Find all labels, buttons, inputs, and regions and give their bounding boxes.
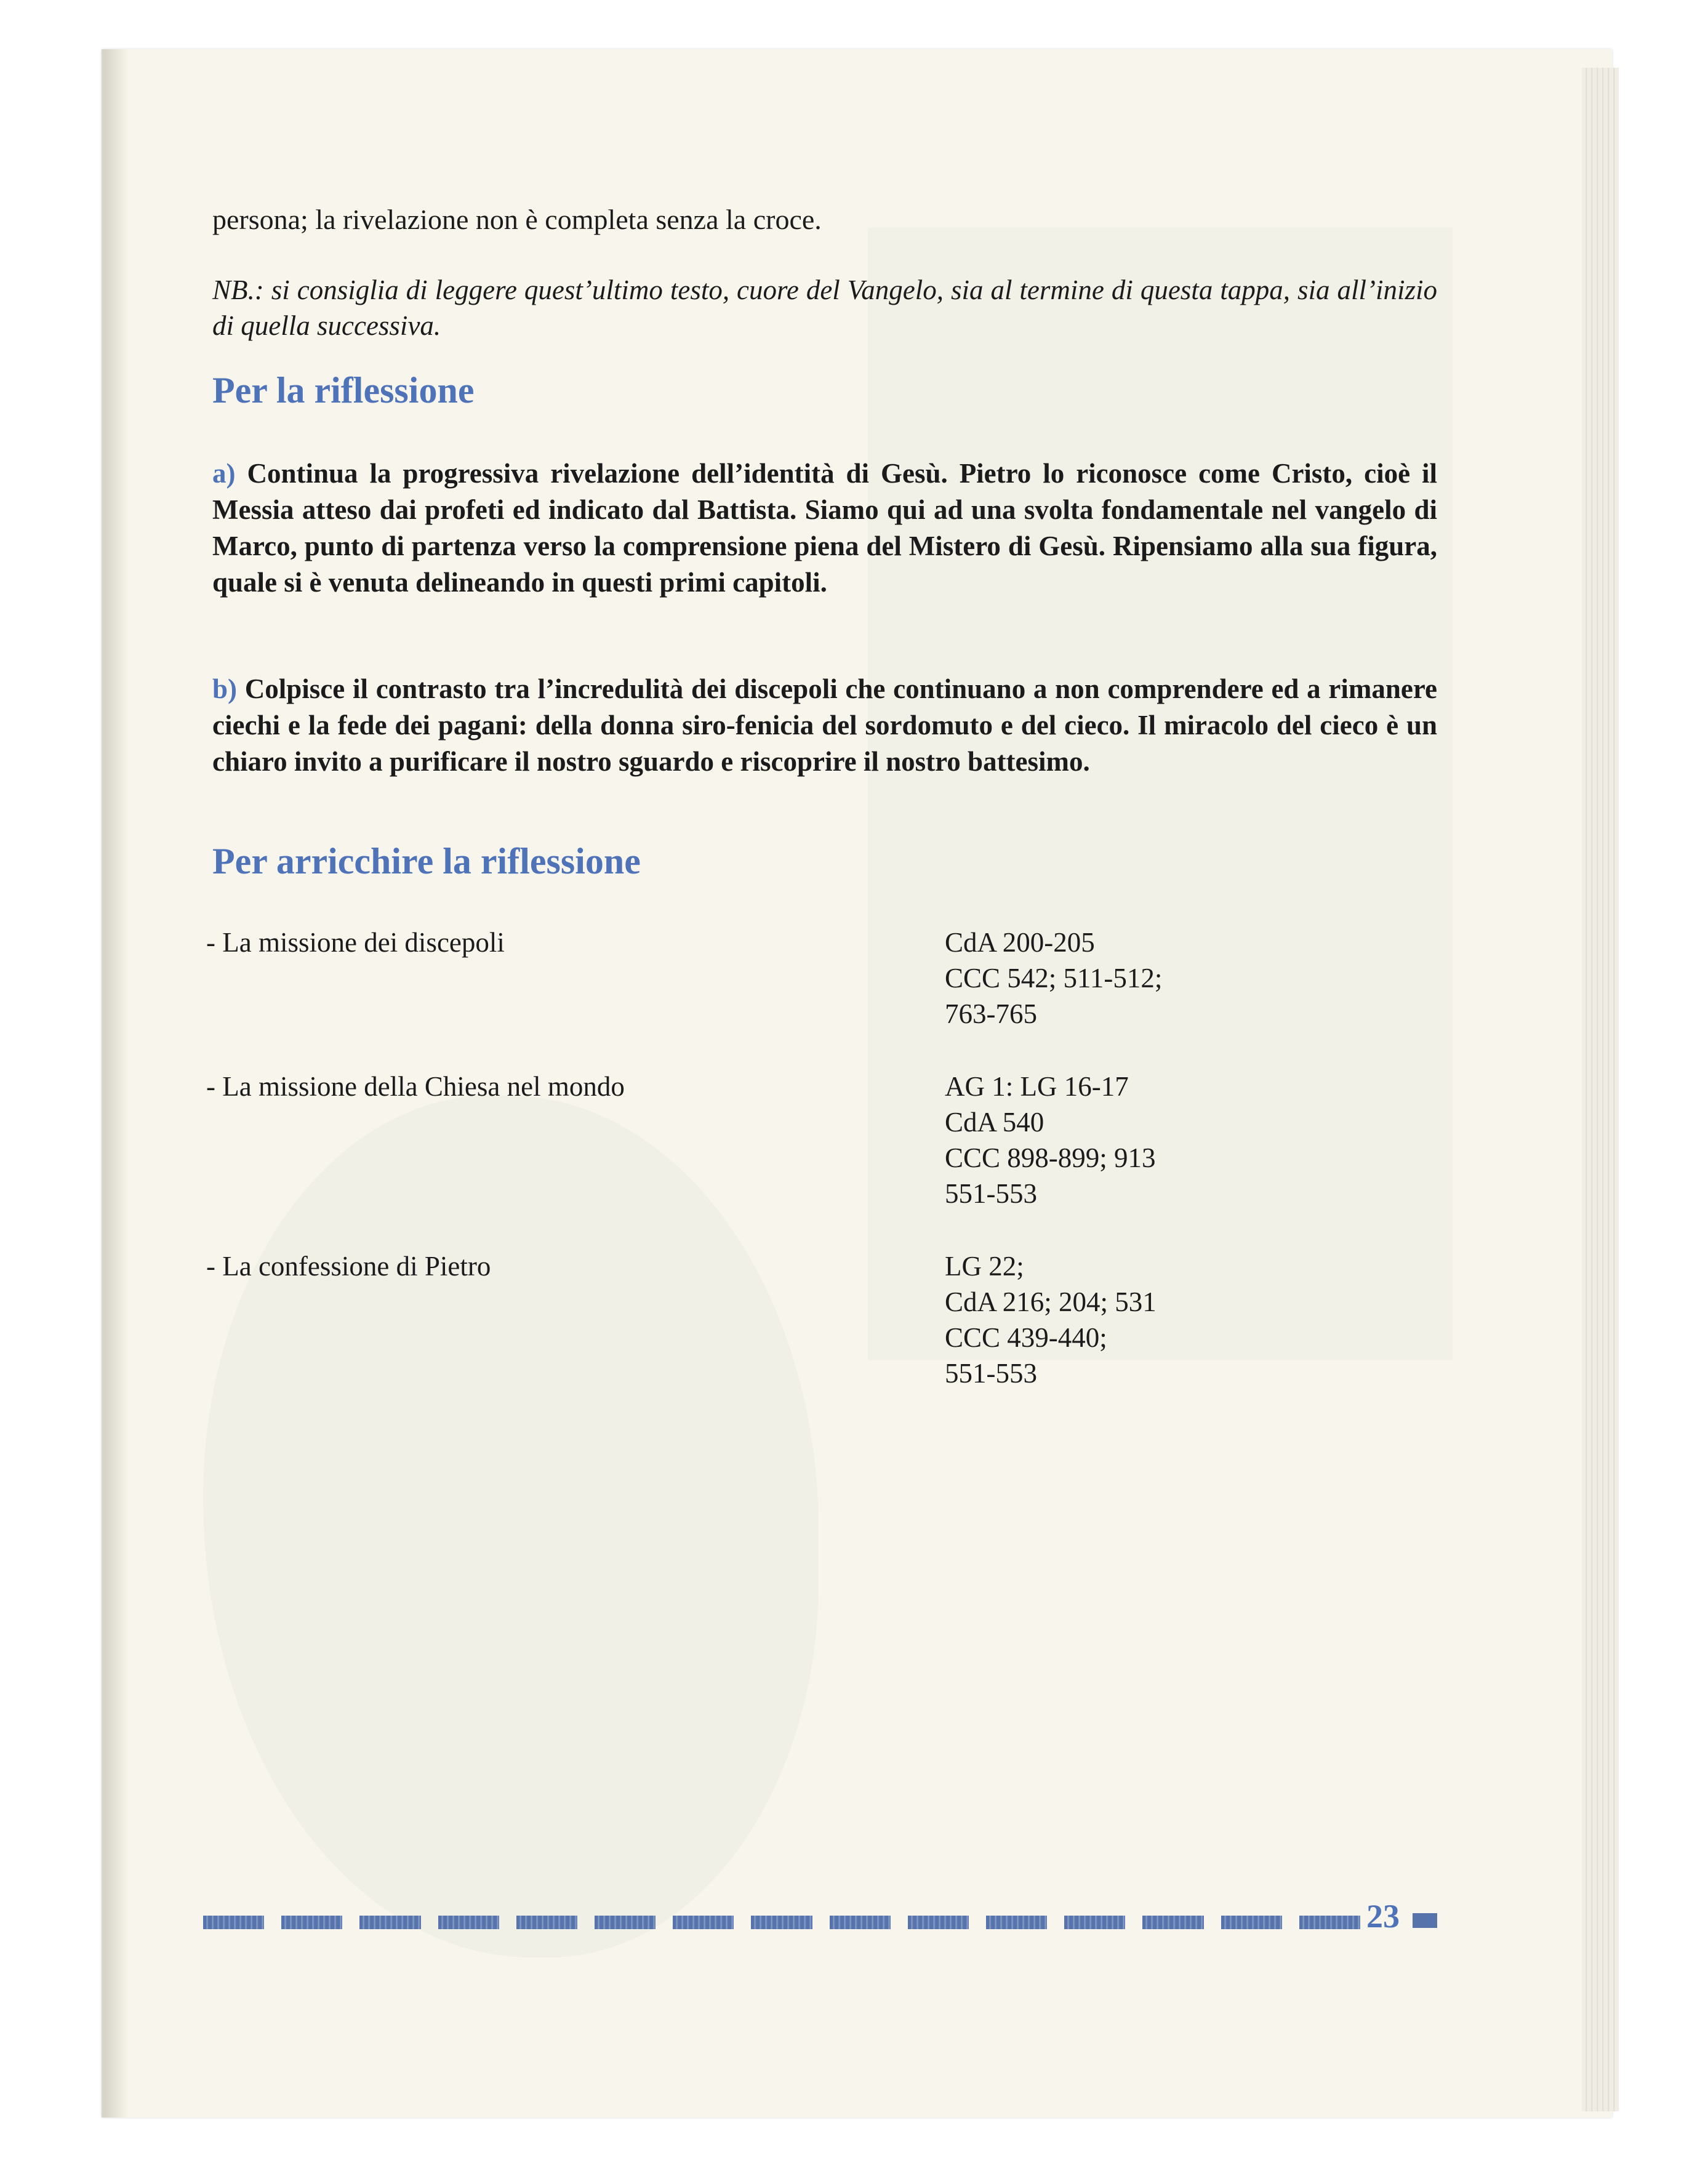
citation: CdA 216; 204; 531: [945, 1287, 1157, 1317]
citation: 551-553: [945, 1178, 1037, 1209]
page-stack-edge: [1582, 68, 1619, 2111]
reference-topic: - La missione dei discepoli: [206, 927, 505, 958]
strip-segment: [1142, 1916, 1203, 1929]
point-letter: a): [212, 458, 236, 489]
citation: CdA 540: [945, 1107, 1044, 1138]
strip-segment: [986, 1916, 1047, 1929]
decorative-footer-strip: [203, 1914, 1360, 1930]
point-text: Continua la progressiva rivelazione dell’identità di Gesù. Pietro lo riconosce come Cristo, cioè il Messia atteso dai profeti ed indicato dal Battista. Siamo qui ad una svolta fondamentale nel vangelo di Marco, punto di partenza verso la comprensione piena del Mistero di Gesù. Ripensiamo alla sua figura, quale si è venuta delineando in questi primi capitoli.: [212, 458, 1438, 598]
citation: CCC 898-899; 913: [945, 1142, 1156, 1173]
heading-per-arricchire: Per arricchire la riflessione: [212, 841, 641, 881]
strip-segment: [359, 1916, 420, 1929]
strip-segment: [203, 1916, 264, 1929]
page-number: 23: [1366, 1898, 1400, 1935]
heading-per-la-riflessione: Per la riflessione: [212, 370, 475, 411]
nota-bene-text: si consiglia di leggere quest’ultimo testo, cuore del Vangelo, sia al termine di questa tappa, sia all’inizio di quella successiva.: [212, 275, 1438, 341]
nota-bene: [212, 272, 1437, 343]
intro-line: persona; la rivelazione non è completa senza la croce.: [212, 204, 822, 235]
citation: CCC 439-440;: [945, 1322, 1107, 1353]
citation: CCC 542; 511-512;: [945, 963, 1163, 994]
strip-segment: [1299, 1916, 1360, 1929]
strip-segment: [1221, 1916, 1282, 1929]
point-text: Colpisce il contrasto tra l’incredulità dei discepoli che continuano a non comprendere ed a rimanere ciechi e la fede dei pagani: della donna siro-fenicia del sordomuto e del cieco. Il miracolo del cieco è un chiaro invito a purificare il nostro sguardo e riscoprire il nostro battesimo.: [212, 673, 1437, 777]
riflessione-point-a: [212, 456, 1437, 601]
strip-segment: [438, 1916, 499, 1929]
reference-citations: [945, 1069, 1156, 1211]
strip-segment: [1064, 1916, 1125, 1929]
citation: CdA 200-205: [945, 927, 1095, 958]
citation: 763-765: [945, 998, 1037, 1029]
strip-segment: [595, 1916, 656, 1929]
reference-topic: - La missione della Chiesa nel mondo: [206, 1071, 625, 1102]
citation: AG 1: LG 16-17: [945, 1071, 1129, 1102]
strip-segment: [908, 1916, 969, 1929]
citation: 551-553: [945, 1358, 1037, 1389]
page-gutter-shadow: [104, 49, 129, 2118]
nota-bene-label: NB.:: [212, 275, 264, 305]
strip-segment: [830, 1916, 891, 1929]
reference-topic: - La confessione di Pietro: [206, 1251, 491, 1282]
riflessione-point-b: [212, 671, 1437, 780]
strip-segment: [751, 1916, 812, 1929]
strip-segment: [673, 1916, 734, 1929]
point-letter: b): [212, 673, 238, 704]
citation: LG 22;: [945, 1251, 1024, 1282]
reference-citations: [945, 1248, 1157, 1391]
reference-citations: [945, 925, 1162, 1032]
strip-segment: [516, 1916, 577, 1929]
page-number-tail: [1413, 1913, 1437, 1928]
strip-segment: [281, 1916, 342, 1929]
